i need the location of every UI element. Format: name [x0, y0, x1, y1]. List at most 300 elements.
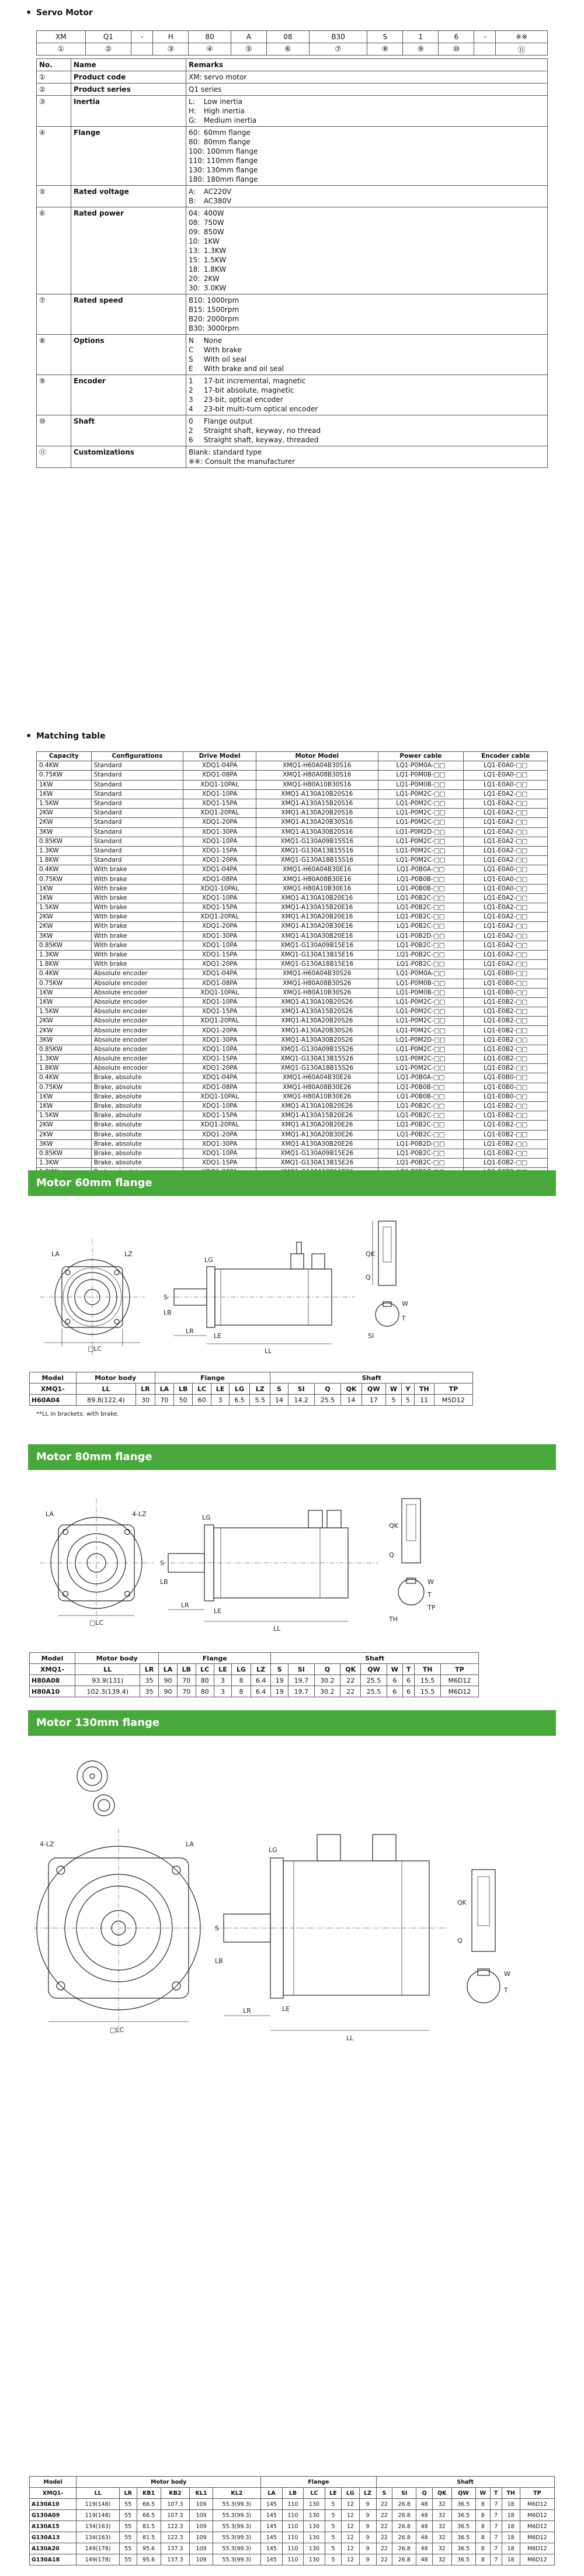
remark-option	[189, 376, 545, 386]
row-name: Rated power	[71, 207, 186, 294]
column-header-cell: TH	[415, 1664, 441, 1675]
remark-option	[189, 265, 545, 274]
matching-cell: LQ1-E0A2-□□	[464, 818, 548, 827]
motor-80mm-dimension-table	[29, 1652, 479, 1697]
matching-cell: XDQ1-08PA	[183, 875, 256, 884]
matching-cell: LQ1-P0B2C-□□	[378, 950, 464, 959]
matching-table-heading	[26, 730, 106, 741]
table-row	[37, 837, 548, 846]
matching-cell: 0.75KW	[37, 1083, 92, 1092]
matching-cell: LQ1-P0M2C-□□	[378, 1064, 464, 1073]
matching-cell: Absolute encoder	[91, 997, 183, 1007]
matching-cell: LQ1-P0B2C-□□	[378, 913, 464, 922]
row-name: Product series	[71, 84, 186, 96]
matching-cell: XMQ1-G130A18B15S26	[256, 1064, 378, 1073]
row-number: ⑩	[37, 415, 71, 446]
matching-cell: XDQ1-20PAL	[183, 1017, 256, 1026]
option-code: 100:	[189, 147, 204, 155]
matching-cell: With brake	[91, 884, 183, 893]
matching-cell: LQ1-P0M2C-□□	[378, 818, 464, 827]
dimension-cell: 48	[416, 2554, 433, 2565]
matching-cell: XMQ1-A130A20B30S26	[256, 1026, 378, 1035]
matching-cell: Standard	[91, 856, 183, 865]
matching-cell: LQ1-E0B2-□□	[464, 1159, 548, 1168]
matching-cell: XMQ1-A130A15B20E16	[256, 903, 378, 913]
option-code: H:	[189, 107, 197, 115]
column-header-cell: LG	[232, 1664, 251, 1675]
code-cell: -	[474, 31, 496, 43]
code-cell: 08	[266, 31, 309, 43]
matching-cell: LQ1-E0A2-□□	[464, 799, 548, 808]
option-text: Blank: standard type	[189, 448, 262, 456]
matching-cell: LQ1-E0B2-□□	[464, 1111, 548, 1121]
dimension-cell: 7	[490, 2499, 502, 2510]
matching-cell: LQ1-P0B2D-□□	[378, 931, 464, 941]
option-text: Medium inertia	[203, 116, 257, 124]
group-header-row	[30, 1372, 473, 1384]
column-header-cell: LG	[229, 1384, 249, 1395]
matching-cell: XMQ1-G130A09B15E26	[256, 1149, 378, 1158]
code-number-cell: ⑤	[231, 43, 267, 56]
dim-w-label: W	[427, 1578, 434, 1586]
matching-cell: 1.3KW	[37, 1159, 92, 1168]
matching-cell: XDQ1-10PA	[183, 1149, 256, 1158]
dimension-cell: M6D12	[520, 2521, 554, 2532]
option-text: Flange output	[203, 417, 253, 425]
dimension-cell: 36.5	[451, 2521, 475, 2532]
dim-ll-label: LL	[346, 2034, 354, 2042]
dimension-cell: 25.5	[361, 1675, 387, 1686]
matching-cell: LQ1-E0B2-□□	[464, 1045, 548, 1054]
remark-option	[189, 72, 545, 82]
side-view	[160, 1510, 378, 1632]
dimension-cell: 55	[119, 2532, 137, 2543]
dim-q-label: Q	[389, 1551, 394, 1559]
dimension-cell: 145	[261, 2543, 283, 2554]
table-row	[30, 2543, 555, 2554]
matching-cell: 1KW	[37, 997, 92, 1007]
row-number: ①	[37, 71, 71, 84]
table-row	[37, 941, 548, 950]
column-header-cell: Q	[314, 1664, 340, 1675]
dimension-cell: 70	[177, 1675, 196, 1686]
table-row	[30, 2554, 555, 2565]
matching-cell: LQ1-P0B0B-□□	[378, 1092, 464, 1101]
matching-cell: LQ1-E0A2-□□	[464, 931, 548, 941]
table-row	[37, 809, 548, 818]
option-code: 0	[189, 417, 193, 425]
matching-cell: 1.3KW	[37, 846, 92, 855]
dim-s-label: S	[160, 1559, 164, 1567]
dimension-cell: 145	[261, 2554, 283, 2565]
dimension-cell: 15.5	[415, 1675, 441, 1686]
code-cell: 1	[403, 31, 439, 43]
matching-cell: Standard	[91, 827, 183, 837]
table-row	[37, 1149, 548, 1158]
matching-cell: LQ1-P0B2C-□□	[378, 941, 464, 950]
matching-cell: LQ1-E0B0-□□	[464, 1092, 548, 1101]
group-header-cell: Motor body	[76, 1372, 155, 1384]
dimension-cell: 12	[342, 2554, 359, 2565]
code-number-cell: ④	[189, 43, 231, 56]
motor-130mm-drawing	[28, 1741, 556, 2267]
table-row	[37, 846, 548, 855]
column-header-cell: LC	[196, 1664, 214, 1675]
dimension-cell: M6D12	[520, 2510, 554, 2521]
dimension-cell: 145	[261, 2532, 283, 2543]
matching-cell: XDQ1-10PAL	[183, 988, 256, 997]
column-header-cell: S	[270, 1384, 288, 1395]
option-text: 850W	[203, 228, 224, 236]
table-row	[37, 1130, 548, 1139]
dimension-cell: 119(148)	[77, 2510, 120, 2521]
dimension-cell: 60	[193, 1395, 211, 1406]
dimension-cell: 95.6	[137, 2543, 161, 2554]
option-text: 17-bit absolute, magnetic	[203, 386, 294, 394]
dimension-cell: 3	[214, 1686, 231, 1697]
option-text: Q1 series	[189, 85, 222, 93]
matching-cell: 1KW	[37, 1092, 92, 1101]
matching-cell: 0.85KW	[37, 1045, 92, 1054]
matching-cell: 1.5KW	[37, 1111, 92, 1121]
remark-option	[189, 175, 545, 184]
option-text: 2000rpm	[207, 315, 239, 323]
dimension-cell: 18	[502, 2543, 520, 2554]
column-header-cell: S	[376, 2488, 392, 2499]
matching-cell: XDQ1-15PA	[183, 1111, 256, 1121]
column-header-cell: QK	[432, 2488, 451, 2499]
group-header-cell: Flange	[261, 2477, 376, 2488]
remarks-row	[37, 415, 548, 446]
matching-cell: Absolute encoder	[91, 1064, 183, 1073]
dimension-cell: 48	[416, 2510, 433, 2521]
matching-cell: XDQ1-20PA	[183, 818, 256, 827]
dim-lr-label: LR	[243, 2007, 251, 2015]
column-header-row	[30, 1664, 479, 1675]
matching-cell: XDQ1-15PA	[183, 1055, 256, 1064]
remark-option	[189, 137, 545, 147]
remark-option	[189, 296, 545, 305]
bullet-icon: •	[26, 7, 32, 18]
dimension-cell: 22	[376, 2532, 392, 2543]
column-header-cell: LA	[261, 2488, 283, 2499]
option-text: AC220V	[203, 188, 232, 196]
dimension-cell: 5	[325, 2543, 341, 2554]
table-row	[37, 903, 548, 913]
front-view	[40, 1239, 145, 1357]
remark-option	[189, 85, 545, 94]
dim-le-label: LE	[214, 1332, 222, 1340]
dim-lc-label: □LC	[110, 2026, 124, 2034]
matching-cell: LQ1-E0A0-□□	[464, 865, 548, 875]
option-text: 2KW	[203, 275, 220, 283]
option-code: B:	[189, 197, 196, 205]
column-header-cell: T	[402, 1664, 415, 1675]
column-header-cell: LE	[211, 1384, 230, 1395]
dim-w-label: W	[504, 1970, 510, 1978]
matching-cell: LQ1-P0M2C-□□	[378, 846, 464, 855]
model-code-table	[36, 30, 548, 56]
row-number: ⑦	[37, 294, 71, 335]
matching-header-cell: Motor Model	[256, 752, 378, 761]
remarks-row	[37, 96, 548, 127]
matching-cell: 1.5KW	[37, 903, 92, 913]
front-view	[34, 1829, 203, 2034]
dimension-cell: 122.3	[161, 2532, 190, 2543]
column-header-cell: SI	[392, 2488, 416, 2499]
table-row	[37, 1121, 548, 1130]
column-header-cell: KL1	[190, 2488, 213, 2499]
dimension-cell: 7	[490, 2532, 502, 2543]
matching-cell: XDQ1-10PA	[183, 997, 256, 1007]
dimension-cell: 32	[432, 2521, 451, 2532]
row-number: ③	[37, 96, 71, 127]
group-header-cell: Shaft	[270, 1372, 473, 1384]
dimension-cell: 145	[261, 2521, 283, 2532]
matching-cell: XDQ1-10PAL	[183, 780, 256, 789]
dim-s-label: S	[215, 1925, 219, 1932]
dimension-cell: 26.8	[392, 2543, 416, 2554]
code-cell: B30	[309, 31, 367, 43]
option-code: 18:	[189, 265, 200, 273]
remark-option	[189, 404, 545, 414]
option-code: 09:	[189, 228, 200, 236]
remarks-header-row	[37, 59, 548, 71]
matching-cell: LQ1-E0A0-□□	[464, 771, 548, 780]
code-number-cell: ⑪	[496, 43, 548, 56]
dimension-cell: 36.5	[451, 2510, 475, 2521]
banner-motor-130mm: Motor 130mm flange	[28, 1710, 556, 1736]
row-number: ⑪	[37, 446, 71, 468]
dimension-cell: A130A10	[30, 2499, 77, 2510]
matching-cell: Standard	[91, 780, 183, 789]
matching-cell: LQ1-P0M2D-□□	[378, 827, 464, 837]
dimension-cell: 26.8	[392, 2499, 416, 2510]
dimension-cell: M5D12	[434, 1395, 472, 1406]
matching-cell: 0.4KW	[37, 1073, 92, 1083]
dimension-cell: M6D12	[520, 2554, 554, 2565]
matching-cell: XDQ1-15PA	[183, 1159, 256, 1168]
dimension-cell: 109	[190, 2521, 213, 2532]
matching-cell: 1KW	[37, 884, 92, 893]
motor-130mm-dimension-table	[29, 2476, 555, 2565]
table-row	[37, 1017, 548, 1026]
dimension-cell: 130	[304, 2532, 325, 2543]
column-header-cell: QW	[451, 2488, 475, 2499]
matching-cell: LQ1-E0B0-□□	[464, 979, 548, 988]
matching-cell: XMQ1-A130A15B20S16	[256, 799, 378, 808]
remark-option	[189, 355, 545, 364]
column-header-cell: LR	[140, 1664, 159, 1675]
matching-cell: XMQ1-H80A08B30S16	[256, 771, 378, 780]
option-code: 30:	[189, 284, 200, 292]
code-number-cell: ②	[85, 43, 131, 56]
matching-cell: XDQ1-30PA	[183, 1139, 256, 1149]
dimension-cell: 6.4	[251, 1675, 271, 1686]
matching-cell: 1.5KW	[37, 1007, 92, 1017]
table-row	[37, 827, 548, 837]
matching-cell: Standard	[91, 789, 183, 799]
remark-option	[189, 386, 545, 395]
matching-cell: XDQ1-10PA	[183, 837, 256, 846]
dim-lz-label: LZ	[124, 1250, 133, 1258]
banner-motor-60mm: Motor 60mm flange	[28, 1170, 556, 1196]
matching-cell: Standard	[91, 818, 183, 827]
matching-cell: 2KW	[37, 922, 92, 931]
matching-cell: XDQ1-10PA	[183, 1045, 256, 1054]
code-number-cell	[131, 43, 153, 56]
matching-cell: XMQ1-G130A09B15S16	[256, 837, 378, 846]
option-code: E	[189, 365, 193, 373]
matching-cell: LQ1-P0B0A-□□	[378, 865, 464, 875]
dimension-cell: 12	[342, 2510, 359, 2521]
row-remarks	[186, 207, 548, 294]
column-header-cell: XMQ1-	[30, 1664, 75, 1675]
matching-cell: 2KW	[37, 809, 92, 818]
matching-cell: XMQ1-H60A04B30E26	[256, 1073, 378, 1083]
column-header-cell: LB	[177, 1664, 196, 1675]
matching-cell: LQ1-P0M2C-□□	[378, 1055, 464, 1064]
matching-cell: XMQ1-A130A15B20E26	[256, 1111, 378, 1121]
option-code: 60:	[189, 129, 200, 137]
group-header-cell: Model	[30, 1372, 77, 1384]
option-code: 130:	[189, 166, 204, 174]
matching-cell: XMQ1-A130A20B20S16	[256, 809, 378, 818]
option-text: 23-bit, optical encoder	[203, 396, 283, 404]
dimension-cell: 110	[282, 2510, 304, 2521]
matching-cell: XMQ1-H80A08B30E16	[256, 875, 378, 884]
matching-cell: XMQ1-H60A04B30E16	[256, 865, 378, 875]
matching-cell: LQ1-P0M0A-□□	[378, 969, 464, 979]
option-code: A:	[189, 188, 196, 196]
matching-cell: LQ1-E0B0-□□	[464, 1073, 548, 1083]
motor-60mm-drawing	[28, 1204, 556, 1367]
matching-cell: LQ1-E0B2-□□	[464, 1017, 548, 1026]
option-code: 110:	[189, 157, 204, 165]
matching-cell: LQ1-P0M2C-□□	[378, 1007, 464, 1017]
option-text: 3.0KW	[203, 284, 227, 292]
matching-cell: LQ1-E0A2-□□	[464, 893, 548, 903]
dimension-cell: 6	[402, 1675, 415, 1686]
dimension-cell: 32	[432, 2543, 451, 2554]
matching-cell: Brake, absolute	[91, 1101, 183, 1111]
column-header-cell: W	[387, 1664, 402, 1675]
matching-cell: LQ1-E0A2-□□	[464, 960, 548, 969]
dimension-cell: M6D12	[520, 2543, 554, 2554]
dimension-cell: 12	[342, 2543, 359, 2554]
option-text: 3000rpm	[207, 324, 239, 332]
matching-cell: 1.8KW	[37, 856, 92, 865]
matching-cell: XMQ1-A130A20B30S16	[256, 818, 378, 827]
matching-cell: LQ1-E0A2-□□	[464, 922, 548, 931]
table-row	[30, 2532, 555, 2543]
option-code: 20:	[189, 275, 200, 283]
dimension-cell: 145	[261, 2510, 283, 2521]
matching-cell: XMQ1-H80A08B30E26	[256, 1083, 378, 1092]
matching-cell: LQ1-P0B2C-□□	[378, 1111, 464, 1121]
matching-cell: LQ1-E0A2-□□	[464, 913, 548, 922]
table-row	[37, 865, 548, 875]
column-header-cell: QK	[340, 1664, 361, 1675]
matching-cell: 2KW	[37, 1121, 92, 1130]
table-row	[37, 960, 548, 969]
option-code: N	[189, 337, 194, 345]
dimension-cell: 25.5	[314, 1395, 340, 1406]
table-row	[37, 931, 548, 941]
group-header-cell: Shaft	[271, 1653, 479, 1664]
matching-cell: LQ1-P0M2C-□□	[378, 856, 464, 865]
matching-cell: LQ1-E0A2-□□	[464, 809, 548, 818]
matching-cell: XDQ1-20PA	[183, 1064, 256, 1073]
dimension-cell: 22	[376, 2543, 392, 2554]
matching-cell: Absolute encoder	[91, 1007, 183, 1017]
row-name: Inertia	[71, 96, 186, 127]
matching-cell: LQ1-E0B2-□□	[464, 1026, 548, 1035]
dimension-cell: 26.8	[392, 2521, 416, 2532]
table-row	[37, 922, 548, 931]
dimension-cell: 14	[270, 1395, 288, 1406]
dimension-cell: 107.3	[161, 2510, 190, 2521]
column-header-cell: KB1	[137, 2488, 161, 2499]
matching-cell: LQ1-P0B0B-□□	[378, 1083, 464, 1092]
matching-cell: LQ1-E0B0-□□	[464, 969, 548, 979]
dim-q-label: Q	[457, 1937, 463, 1944]
dim-lb-label: LB	[160, 1578, 168, 1586]
column-header-row	[30, 1384, 473, 1395]
matching-cell: XMQ1-A130A20B20S26	[256, 1017, 378, 1026]
matching-cell: 0.85KW	[37, 1149, 92, 1158]
row-remarks	[186, 84, 548, 96]
group-header-cell: Motor body	[77, 2477, 261, 2488]
dimension-cell: 109	[190, 2499, 213, 2510]
column-header-cell: KL2	[213, 2488, 260, 2499]
table-row	[37, 893, 548, 903]
dimension-cell: H80A08	[30, 1675, 75, 1686]
row-name: Rated voltage	[71, 186, 186, 207]
matching-cell: 2KW	[37, 913, 92, 922]
code-cell: ※※	[496, 31, 548, 43]
code-row	[37, 31, 548, 43]
matching-cell: With brake	[91, 931, 183, 941]
column-header-cell: TP	[434, 1384, 472, 1395]
dimension-cell: 8	[475, 2543, 490, 2554]
dim-lg-label: LG	[269, 1846, 277, 1854]
column-header-cell: QW	[361, 1664, 387, 1675]
matching-cell: LQ1-P0B0B-□□	[378, 875, 464, 884]
code-number-cell: ①	[37, 43, 86, 56]
dimension-cell: 110	[282, 2499, 304, 2510]
matching-cell: LQ1-E0A2-□□	[464, 837, 548, 846]
matching-cell: XDQ1-08PA	[183, 979, 256, 988]
dimension-cell: 55	[119, 2510, 137, 2521]
dimension-cell: 102.3(139.4)	[75, 1686, 140, 1697]
matching-cell: LQ1-E0A0-□□	[464, 884, 548, 893]
matching-cell: LQ1-P0B2C-□□	[378, 1101, 464, 1111]
column-header-cell: XMQ1-	[30, 2488, 77, 2499]
table-row	[37, 1159, 548, 1168]
table-row	[37, 818, 548, 827]
remarks-row	[37, 84, 548, 96]
matching-cell: Absolute encoder	[91, 1045, 183, 1054]
column-header-cell: LA	[159, 1664, 178, 1675]
matching-cell: LQ1-E0B2-□□	[464, 1130, 548, 1139]
matching-cell: LQ1-E0A2-□□	[464, 789, 548, 799]
dimension-cell: 3	[214, 1675, 231, 1686]
option-text: 60mm flange	[203, 129, 251, 137]
code-cell: Q1	[85, 31, 131, 43]
dimension-cell: 110	[282, 2554, 304, 2565]
code-number-cell: ③	[153, 43, 189, 56]
